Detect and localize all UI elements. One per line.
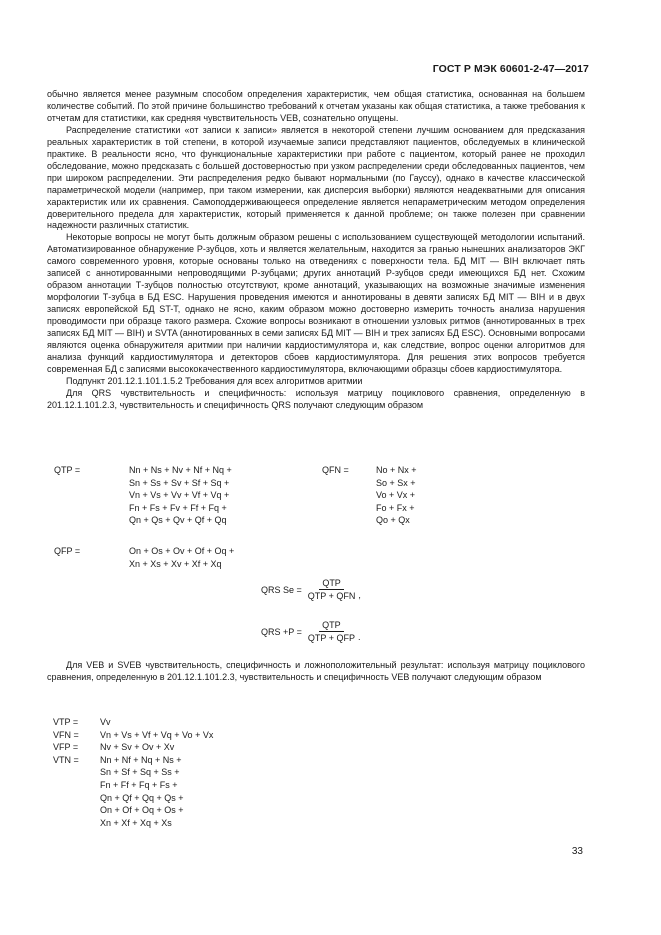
veb-label: VTN = xyxy=(53,754,79,765)
qfn-line: Vo + Vx + xyxy=(376,490,416,501)
qrs-se-numerator: QTP xyxy=(319,578,344,590)
qrs-pp-denominator: QTP + QFP xyxy=(307,633,355,643)
veb-row xyxy=(53,766,213,779)
body-text xyxy=(47,89,585,412)
veb-row xyxy=(53,741,213,754)
veb-row xyxy=(53,779,213,792)
veb-label xyxy=(53,804,100,817)
qtp-line: Sn + Ss + Sv + Sf + Sq + xyxy=(129,477,230,488)
veb-label xyxy=(53,792,100,805)
document-header: ГОСТ Р МЭК 60601-2-47—2017 xyxy=(432,63,589,75)
veb-value: On + Of + Oq + Os + xyxy=(100,805,184,816)
qfn-line: So + Sx + xyxy=(376,477,416,488)
qfp-label: QFP = xyxy=(54,546,81,556)
veb-value: Fn + Ff + Fq + Fs + xyxy=(100,779,178,790)
qtp-line: Vn + Vs + Vv + Vf + Vq + xyxy=(129,490,230,501)
qrs-se-lhs: QRS Se = xyxy=(261,584,302,595)
qrs-se-equation xyxy=(261,578,361,601)
veb-row xyxy=(53,729,213,742)
veb-label xyxy=(53,817,100,830)
veb-row xyxy=(53,817,213,830)
paragraph-2: Распределение статистики «от записи к записи» является в некоторой степени лучшим основанием для предсказания реальных характеристик в той степени, в которой изучаемые записи представляют пациентов, обследуемых в клинической практике. В реальности ясно, что функциональные характеристики при работе с пациентом, который ранее не проходил обследование, можно предсказать с большей достоверностью при узком распределении среди обследованных пациентов, чем при широком распределении. Эти распределения редко бывают нормальными (по Гауссу), однако в качестве классической параметрической модели (например, при таком измерении, как дисперсия выборки) являются неадекватными для описания характеристик или их сравнения. Самоподдерживающееся определение является непараметрическим методом определения доверительного предела для характеристик, который применяется к данной проблеме; он также полезен при сравнении надежности различных статистик. xyxy=(47,124,585,231)
paragraph-qrs-intro: Для QRS чувствительность и специфичность: используя матрицу поциклового сравнения, определенную в 201.12.1.101.2.3, чувствительность и специфичность QRS получают следующим образом xyxy=(47,387,585,410)
veb-label: VFN = xyxy=(53,729,79,740)
qtp-formula xyxy=(129,464,232,527)
qfn-line: Fo + Fx + xyxy=(376,502,415,513)
veb-value: Nn + Nf + Nq + Ns + xyxy=(100,754,182,765)
qtp-line: Nn + Ns + Nv + Nf + Nq + xyxy=(129,465,232,475)
veb-intro xyxy=(47,660,585,684)
qfn-line: Qo + Qx xyxy=(376,515,410,526)
qtp-line: Fn + Fs + Fv + Ff + Fq + xyxy=(129,502,227,513)
veb-row xyxy=(53,804,213,817)
qrs-se-denominator: QTP + QFN xyxy=(307,591,356,601)
qfn-label: QFN = xyxy=(322,465,349,475)
veb-value: Qn + Qf + Qq + Qs + xyxy=(100,792,184,803)
paragraph-veb-intro: Для VEB и SVEB чувствительность, специфичность и ложноположительный результат: используя матрицу поциклового сравнения, определенную в 201.12.1.101.2.3, чувствительность и специфичность VEB получают следующим образом xyxy=(47,660,585,682)
veb-label: VFP = xyxy=(53,742,79,753)
paragraph-3: Некоторые вопросы не могут быть должным образом решены с использованием существующей методологии испытаний. Автоматизированное обнаружение Р-зубцов, хоть и является желательным, находится за гранью нынешних анализаторов ЭКГ самого современного уровня, которые основаны только на отведениях с поверхности тела. БД MIT — BIH включает пять записей с аннотированными непроводящими Р-зубцами; других аннотаций Р-зубцов среди имеющихся БД нет. Схожим образом аннотации Т-зубцов полностью отсутствуют, кроме аннотаций, указывающих на возможные значимые изменения морфологии Т-зубца в БД ESC. Нарушения проведения имеются и аннотированы в девяти записях БД MIT — BIH и в двух записях европейской БД ST-T, однако не ясно, каким образом можно достоверно измерить точность анализа нарушения проводимости при образце такого размера. Схожие вопросы возникают в отношении узловых ритмов (аннотированных в трех записях БД MIT — BIH) и SVTA (аннотированных в семи записях БД MIT — BIH и трех записях БД ESC). Основными вопросами являются оценка обнаружителя аритмии при наличии кардиостимулятора и, как следствие, вопрос оценки алгоритмов для анализа функций кардиостимулятора и детекторов сбоев кардиостимулятора. Для решения этих вопросов требуется современная БД с записями высококачественного кардиостимулятора, включающими образцы сбоев кардиостимулятора. xyxy=(47,232,585,374)
qtp-label: QTP = xyxy=(54,465,81,475)
qfp-line: Xn + Xs + Xv + Xf + Xq xyxy=(129,558,222,569)
veb-formulas xyxy=(53,716,213,829)
paragraph-1: обычно является менее разумным способом определения характеристик, чем общая статистика, основанная на большем количестве событий. По этой причине большинство требований к отчетам указаны как общая статистика, а также требования к отчетам для статистики, как средняя чувствительность VEB, сознательно опущены. xyxy=(47,89,585,123)
qfn-formula xyxy=(376,464,417,527)
qrs-se-fraction xyxy=(305,578,359,601)
veb-value: Sn + Sf + Sq + Ss + xyxy=(100,767,180,778)
veb-value: Vn + Vs + Vf + Vq + Vo + Vx xyxy=(100,729,214,740)
veb-row xyxy=(53,754,213,767)
veb-label xyxy=(53,779,100,792)
veb-value: Xn + Xf + Xq + Xs xyxy=(100,817,172,828)
subclause-heading: Подпункт 201.12.1.101.1.5.2 Требования для всех алгоритмов аритмии xyxy=(66,375,363,386)
veb-label xyxy=(53,766,100,779)
veb-label: VTP = xyxy=(53,717,79,727)
qfp-line: On + Os + Ov + Of + Oq + xyxy=(129,546,235,556)
qrs-pp-tail: . xyxy=(357,632,361,642)
veb-value: Nv + Sv + Ov + Xv xyxy=(100,742,175,753)
qrs-pp-numerator: QTP xyxy=(319,620,344,632)
qrs-pp-equation xyxy=(261,620,360,643)
qrs-pp-fraction xyxy=(305,620,358,643)
veb-row xyxy=(53,792,213,805)
qrs-se-tail: , xyxy=(358,590,361,600)
veb-value: Vv xyxy=(100,717,111,727)
veb-row xyxy=(53,716,213,729)
qtp-line: Qn + Qs + Qv + Qf + Qq xyxy=(129,515,227,526)
qrs-pp-lhs: QRS +P = xyxy=(261,626,302,637)
qfp-formula xyxy=(129,545,234,570)
page-number: 33 xyxy=(571,846,583,857)
qfn-line: No + Nx + xyxy=(376,465,417,475)
